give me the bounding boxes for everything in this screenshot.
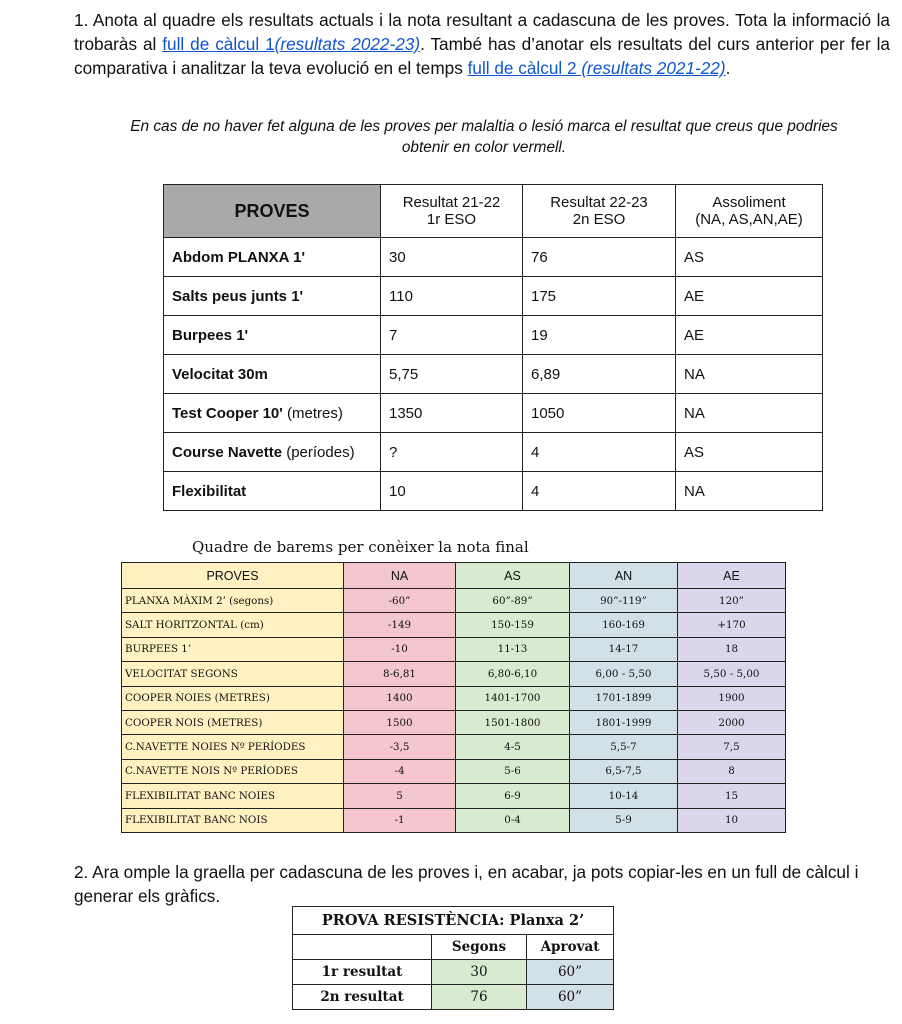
header-res1-line1: Resultat 21-22 xyxy=(402,194,501,211)
barem-na: -149 xyxy=(344,613,456,637)
barem-an: 160-169 xyxy=(570,613,678,637)
barems-table xyxy=(121,562,786,833)
test-name xyxy=(164,433,381,472)
header-aprovat: Aprovat xyxy=(527,935,614,960)
test-name-unit: (metres) xyxy=(282,404,343,422)
link2-italic: (resultats 2021-22) xyxy=(581,58,726,78)
table-row xyxy=(122,613,786,637)
table-row xyxy=(122,808,786,832)
barem-ae: 15 xyxy=(678,784,786,808)
barem-na: 8-6,81 xyxy=(344,662,456,686)
table-row xyxy=(164,433,823,472)
barem-ae: +170 xyxy=(678,613,786,637)
barem-an: 6,00 - 5,50 xyxy=(570,662,678,686)
barem-ae: 5,50 - 5,00 xyxy=(678,662,786,686)
barem-na: -1 xyxy=(344,808,456,832)
table-row xyxy=(164,472,823,511)
header-proves: PROVES xyxy=(164,185,381,238)
barem-as: 6,80-6,10 xyxy=(456,662,570,686)
test-name xyxy=(164,472,381,511)
segons-value[interactable]: 30 xyxy=(432,960,527,985)
result-22-23[interactable]: 4 xyxy=(523,433,676,472)
link1-italic: (resultats 2022-23) xyxy=(274,34,421,54)
barem-an: 1801-1999 xyxy=(570,710,678,734)
link-full-calcul-1[interactable] xyxy=(162,34,420,54)
barem-as: 6-9 xyxy=(456,784,570,808)
barem-label: COOPER NOIS (METRES) xyxy=(122,710,344,734)
resistencia-table xyxy=(292,906,614,1010)
table-row xyxy=(164,355,823,394)
header-ass-line2: (NA, AS,AN,AE) xyxy=(695,211,803,228)
test-name-text: Test Cooper 10' xyxy=(172,404,283,422)
result-22-23[interactable]: 76 xyxy=(523,238,676,277)
barem-as: 1401-1700 xyxy=(456,686,570,710)
header-result-21-22 xyxy=(381,185,523,238)
result-21-22[interactable]: 5,75 xyxy=(381,355,523,394)
table-row xyxy=(122,637,786,661)
barem-as: 5-6 xyxy=(456,759,570,783)
resistencia-title: PROVA RESISTÈNCIA: Planxa 2’ xyxy=(293,907,614,935)
barems-caption: Quadre de barems per conèixer la nota final xyxy=(192,538,529,556)
test-name-unit: (períodes) xyxy=(282,443,355,461)
table-row xyxy=(122,662,786,686)
barem-ae: 18 xyxy=(678,637,786,661)
intro-text-c: . xyxy=(725,58,731,78)
table-row xyxy=(122,710,786,734)
link2-text: full de càlcul 2 xyxy=(467,58,582,78)
table-row xyxy=(293,960,614,985)
header-ass-line1: Assoliment xyxy=(712,194,786,211)
table-row xyxy=(164,238,823,277)
test-name-text: Velocitat 30m xyxy=(172,365,268,383)
barems-header-as: AS xyxy=(456,563,570,589)
aprovat-value[interactable]: 60” xyxy=(527,960,614,985)
test-name-text: Burpees 1' xyxy=(172,326,249,344)
table-row xyxy=(293,985,614,1010)
barem-label: FLEXIBILITAT BANC NOIS xyxy=(122,808,344,832)
barem-na: -3,5 xyxy=(344,735,456,759)
grade[interactable]: AE xyxy=(676,277,823,316)
barems-header-row xyxy=(122,563,786,589)
row-label: 2n resultat xyxy=(293,985,432,1010)
barem-an: 5-9 xyxy=(570,808,678,832)
link-full-calcul-2[interactable] xyxy=(468,58,726,78)
table-row xyxy=(122,589,786,613)
result-21-22[interactable]: 110 xyxy=(381,277,523,316)
result-21-22[interactable]: 10 xyxy=(381,472,523,511)
barems-header-ae: AE xyxy=(678,563,786,589)
barem-na: -60” xyxy=(344,589,456,613)
result-21-22[interactable]: 1350 xyxy=(381,394,523,433)
results-header-row xyxy=(164,185,823,238)
barem-as: 11-13 xyxy=(456,637,570,661)
barem-na: 1400 xyxy=(344,686,456,710)
resistencia-header-row xyxy=(293,935,614,960)
barem-as: 0-4 xyxy=(456,808,570,832)
test-name-text: Salts peus junts 1' xyxy=(172,287,304,305)
intro-text-b: . També has d’anotar els resultats del curs anterior per fer la comparativa i analitzar la teva evolució en el temps xyxy=(74,34,890,78)
aprovat-value[interactable]: 60” xyxy=(527,985,614,1010)
header-res1-line2: 1r ESO xyxy=(426,211,477,228)
resistencia-empty-header xyxy=(293,935,432,960)
barem-ae: 10 xyxy=(678,808,786,832)
test-name-text: Flexibilitat xyxy=(172,482,247,500)
barem-as: 60”-89” xyxy=(456,589,570,613)
table-row xyxy=(164,277,823,316)
table-row xyxy=(122,784,786,808)
barem-label: COOPER NOIES (METRES) xyxy=(122,686,344,710)
barem-an: 1701-1899 xyxy=(570,686,678,710)
grade[interactable]: NA xyxy=(676,472,823,511)
grade[interactable]: NA xyxy=(676,394,823,433)
test-name xyxy=(164,277,381,316)
barem-label: VELOCITAT SEGONS xyxy=(122,662,344,686)
barem-label: C.NAVETTE NOIES Nº PERÍODES xyxy=(122,735,344,759)
barem-an: 6,5-7,5 xyxy=(570,759,678,783)
barem-ae: 8 xyxy=(678,759,786,783)
grade[interactable]: AS xyxy=(676,238,823,277)
barem-ae: 2000 xyxy=(678,710,786,734)
barems-header-na: NA xyxy=(344,563,456,589)
header-assoliment xyxy=(676,185,823,238)
test-name-text: Course Navette xyxy=(172,443,283,461)
result-22-23[interactable]: 19 xyxy=(523,316,676,355)
link1-text: full de càlcul 1 xyxy=(162,34,275,54)
barem-na: 5 xyxy=(344,784,456,808)
resistencia-title-row xyxy=(293,907,614,935)
barem-label: BURPEES 1’ xyxy=(122,637,344,661)
intro-text-a: 1. Anota al quadre els resultats actuals i la nota resultant a cadascuna de les proves. Tota la informació la trobaràs al xyxy=(74,10,890,54)
result-22-23[interactable]: 4 xyxy=(523,472,676,511)
test-name xyxy=(164,316,381,355)
barem-label: SALT HORITZONTAL (cm) xyxy=(122,613,344,637)
test-name-text: Abdom PLANXA 1' xyxy=(172,248,306,266)
barem-as: 1501-1800 xyxy=(456,710,570,734)
test-name xyxy=(164,394,381,433)
absence-note: En cas de no haver fet alguna de les proves per malaltia o lesió marca el resultat que creus que podries obtenir en color vermell. xyxy=(130,118,838,156)
barems-header-an: AN xyxy=(570,563,678,589)
table-row xyxy=(164,394,823,433)
header-res2-line1: Resultat 22-23 xyxy=(550,194,648,211)
row-label: 1r resultat xyxy=(293,960,432,985)
barem-as: 150-159 xyxy=(456,613,570,637)
barem-na: 1500 xyxy=(344,710,456,734)
grade[interactable]: AE xyxy=(676,316,823,355)
barem-na: -10 xyxy=(344,637,456,661)
test-name xyxy=(164,238,381,277)
test-name xyxy=(164,355,381,394)
header-segons: Segons xyxy=(432,935,527,960)
barem-an: 5,5-7 xyxy=(570,735,678,759)
grade[interactable]: AS xyxy=(676,433,823,472)
table-row xyxy=(122,735,786,759)
result-22-23[interactable]: 175 xyxy=(523,277,676,316)
barem-an: 14-17 xyxy=(570,637,678,661)
result-21-22[interactable]: 30 xyxy=(381,238,523,277)
header-res2-line2: 2n ESO xyxy=(572,211,626,228)
table-row xyxy=(122,759,786,783)
result-21-22[interactable]: 7 xyxy=(381,316,523,355)
segons-value[interactable]: 76 xyxy=(432,985,527,1010)
result-22-23[interactable]: 1050 xyxy=(523,394,676,433)
result-21-22[interactable]: ? xyxy=(381,433,523,472)
barem-na: -4 xyxy=(344,759,456,783)
barem-label: C.NAVETTE NOIS Nº PERÍODES xyxy=(122,759,344,783)
barem-label: PLANXA MÀXIM 2’ (segons) xyxy=(122,589,344,613)
result-22-23[interactable]: 6,89 xyxy=(523,355,676,394)
barem-ae: 120” xyxy=(678,589,786,613)
table-row xyxy=(164,316,823,355)
header-result-22-23 xyxy=(523,185,676,238)
instruction-paragraph-1 xyxy=(74,8,890,80)
barem-ae: 1900 xyxy=(678,686,786,710)
grade[interactable]: NA xyxy=(676,355,823,394)
barems-header-proves: PROVES xyxy=(122,563,344,589)
barem-an: 90”-119” xyxy=(570,589,678,613)
table-row xyxy=(122,686,786,710)
barem-label: FLEXIBILITAT BANC NOIES xyxy=(122,784,344,808)
barem-ae: 7,5 xyxy=(678,735,786,759)
results-table xyxy=(163,184,823,511)
instruction-paragraph-2: 2. Ara omple la graella per cadascuna de les proves i, en acabar, ja pots copiar-les en un full de càlcul i generar els gràfics. xyxy=(74,862,859,906)
barem-as: 4-5 xyxy=(456,735,570,759)
barem-an: 10-14 xyxy=(570,784,678,808)
